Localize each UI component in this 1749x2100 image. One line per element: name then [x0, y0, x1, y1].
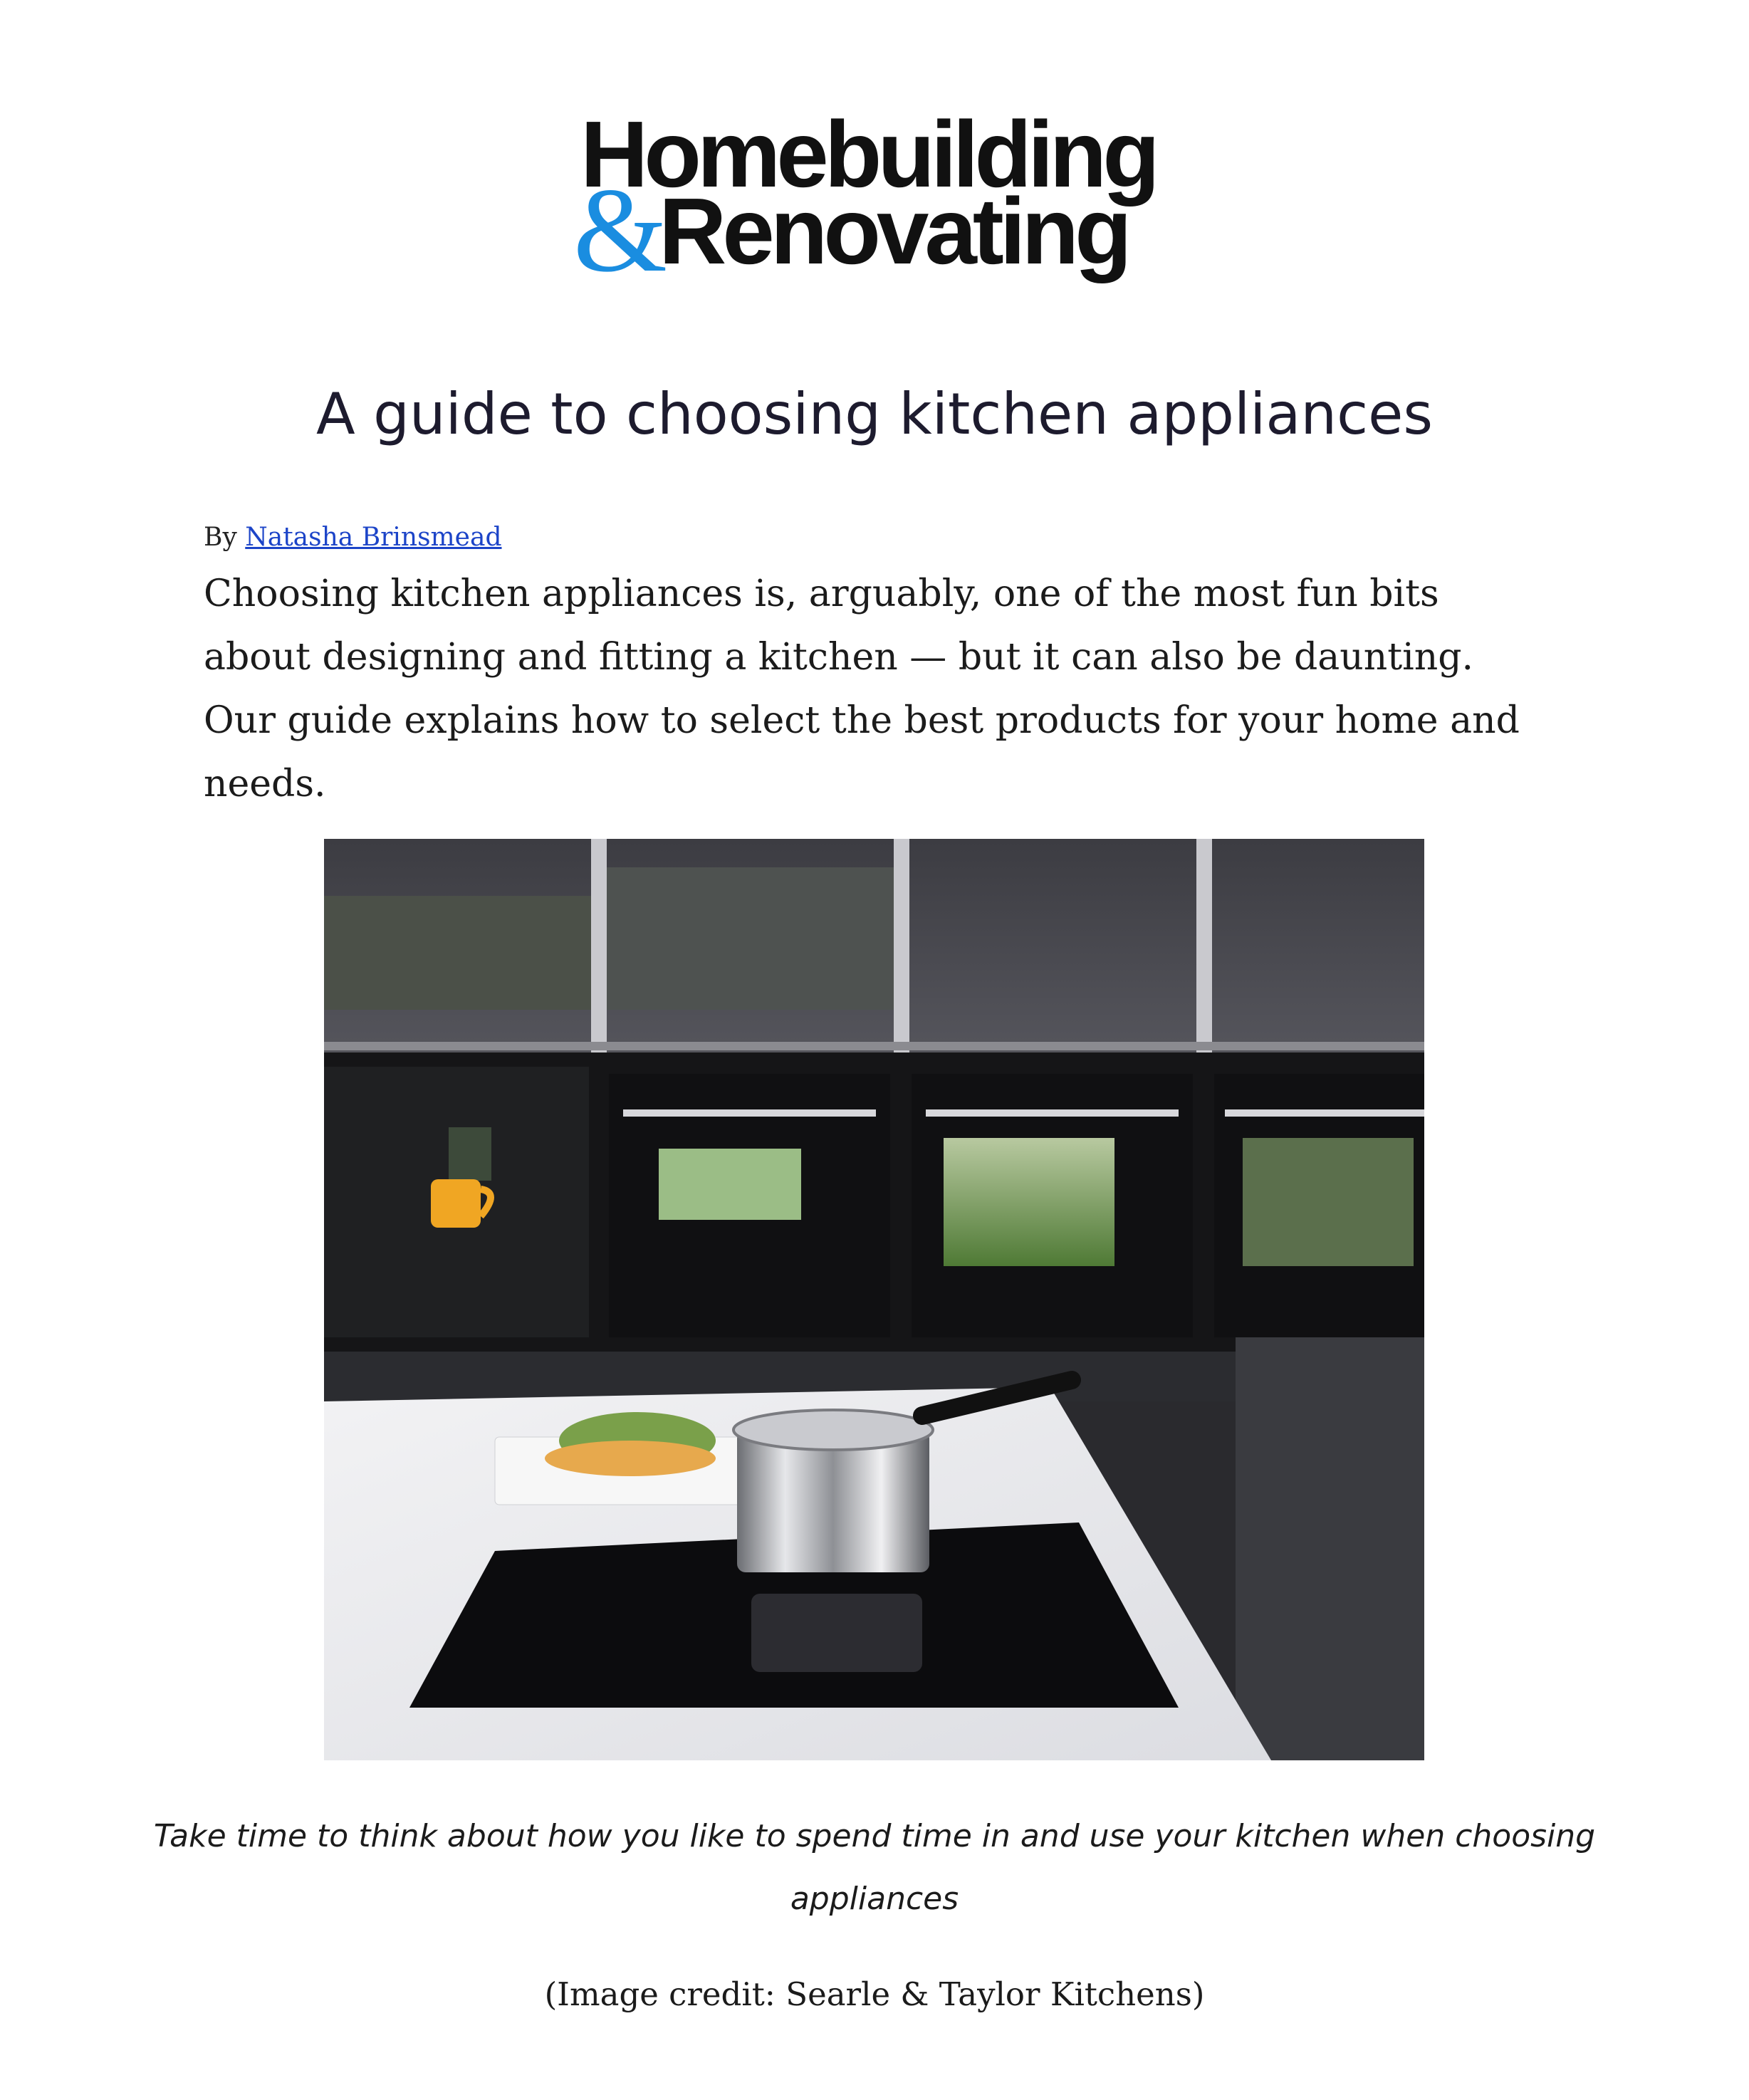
article-intro: Choosing kitchen appliances is, arguably, one of the most fun bits about designing and fitting a kitchen — but it can also be daunting. Our guide explains how to select the best products for your home and needs. [204, 573, 1520, 805]
image-credit: (Image credit: Searle & Taylor Kitchens) [544, 1975, 1205, 2013]
byline [204, 523, 502, 552]
logo-line2: Renovating [659, 179, 1128, 283]
image-caption: Take time to think about how you like to spend time in and use your kitchen when choosing appliances [153, 1818, 1596, 1917]
logo-line1: Homebuilding [580, 107, 1156, 207]
byline-prefix: By [204, 523, 237, 552]
publication-logo [573, 107, 1186, 292]
article-title: A guide to choosing kitchen appliances [315, 381, 1434, 447]
kitchen-photo [324, 839, 1424, 1760]
logo-ampersand: & [573, 163, 668, 292]
author-link[interactable]: Natasha Brinsmead [245, 523, 502, 552]
